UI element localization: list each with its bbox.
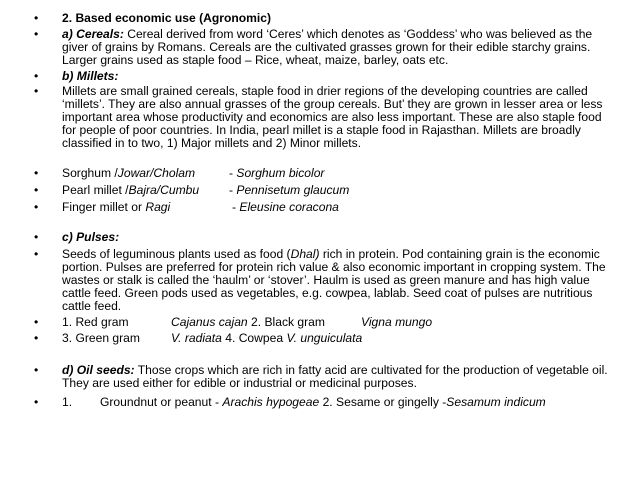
oilseeds-label: d) Oil seeds: xyxy=(62,363,135,377)
bullet: • xyxy=(34,166,39,180)
bullet: • xyxy=(34,395,39,409)
millets-label: b) Millets: xyxy=(62,69,119,83)
slide: • 2. Based economic use (Agronomic) • a) Cereals: Cereal derived from word ‘Ceres’ which denotes as ‘Goddess’ who was believed as the giver of grains by Romans. Cereals are the cultivated grasses grown for their edible starchy grains. Larger grains used as staple food – Rice, wheat, maize, barley, oats etc. • b) Millets: • Millets are small grained cereals, staple food in drier regions of the developing countries are called ‘millets’. They are also annual grasses of the group cereals. But’ they are grown in lesser area or less important area whose productivity and economics are also less important. These are also staple food for people of poor countries. In India, pearl millet is a staple food in Rajasthan. Millets are broadly classified in to two, 1) Major millets and 2) Minor millets. • Sorghum /Jowar/Cholam - Sorghum bicolor • Pearl millet /Bajra/Cumbu - Pennisetum glaucum • Finger millet or Ragi - Eleusine coracona • c) Pulses: • Seeds of leguminous plants used as food (Dhal) rich in protein. Pod containing grain is the economic portion. Pulses are preferred for protein rich value & also economic important in cropping system. The wastes or stalk is called the ‘haulm’ or ‘stover’. Haulm is used as green manure and has high value cattle feed. Green pods used as vegetables, e.g. cowpea, lablab. Seed coat of pulses are nutritious cattle feed. • 1. Red gram Cajanus cajan 2. Black gram Vigna mungo • 3. Green gram V. radiata 4. Cowpea V. unguiculata • d) Oil seeds: Those crops which are rich in fatty acid are cultivated for the production of vegetable oil. They are used either for edible or industrial or medicinal purposes. • 1. Groundnut or peanut - Arachis hypogeae 2. Sesame or gingelly -Sesamum indicum xyxy=(0,0,638,478)
bullet: • xyxy=(34,200,39,214)
pulses-paragraph: Seeds of leguminous plants used as food (Dhal) rich in protein. Pod containing grain is the economic portion. Pulses are preferred for protein rich value & also economic important in cropping system. The wastes or stalk is called the ‘haulm’ or ‘stover’. Haulm is used as green manure and has high value cattle feed. Green pods used as vegetables, e.g. cowpea, lablab. Seed coat of pulses are nutritious cattle feed. xyxy=(62,247,606,313)
bullet: • xyxy=(34,69,39,83)
bullet: • xyxy=(34,84,39,98)
bullet: • xyxy=(34,230,39,244)
bullet: • xyxy=(34,27,39,41)
bullet: • xyxy=(34,331,39,345)
oilseeds-paragraph: d) Oil seeds: Those crops which are rich in fatty acid are cultivated for the production of vegetable oil. They are used either for edible or industrial or medicinal purposes. xyxy=(62,363,608,390)
bullet: • xyxy=(34,363,39,377)
cereals-label: a) Cereals: xyxy=(62,27,124,41)
bullet: • xyxy=(34,315,39,329)
cereals-text: Cereal derived from word ‘Ceres’ which denotes as ‘Goddess’ who was believed as the giver of grains by Romans. Cereals are the cultivated grasses grown for their edible starchy grains. Larger grains used as staple food – Rice, wheat, maize, barley, oats etc. xyxy=(62,27,593,67)
millets-paragraph: Millets are small grained cereals, staple food in drier regions of the developing countries are called ‘millets’. They are also annual grasses of the group cereals. But’ they are grown in lesser area or less important area whose productivity and economics are also less important. These are also staple food for people of poor countries. In India, pearl millet is a staple food in Rajasthan. Millets are broadly classified in to two, 1) Major millets and 2) Minor millets. xyxy=(62,84,603,150)
bullet: • xyxy=(34,11,39,25)
bullet: • xyxy=(34,183,39,197)
bullet: • xyxy=(34,247,39,261)
pulses-label: c) Pulses: xyxy=(62,230,120,244)
section-heading: 2. Based economic use (Agronomic) xyxy=(62,11,272,25)
cereals-paragraph xyxy=(62,28,614,67)
